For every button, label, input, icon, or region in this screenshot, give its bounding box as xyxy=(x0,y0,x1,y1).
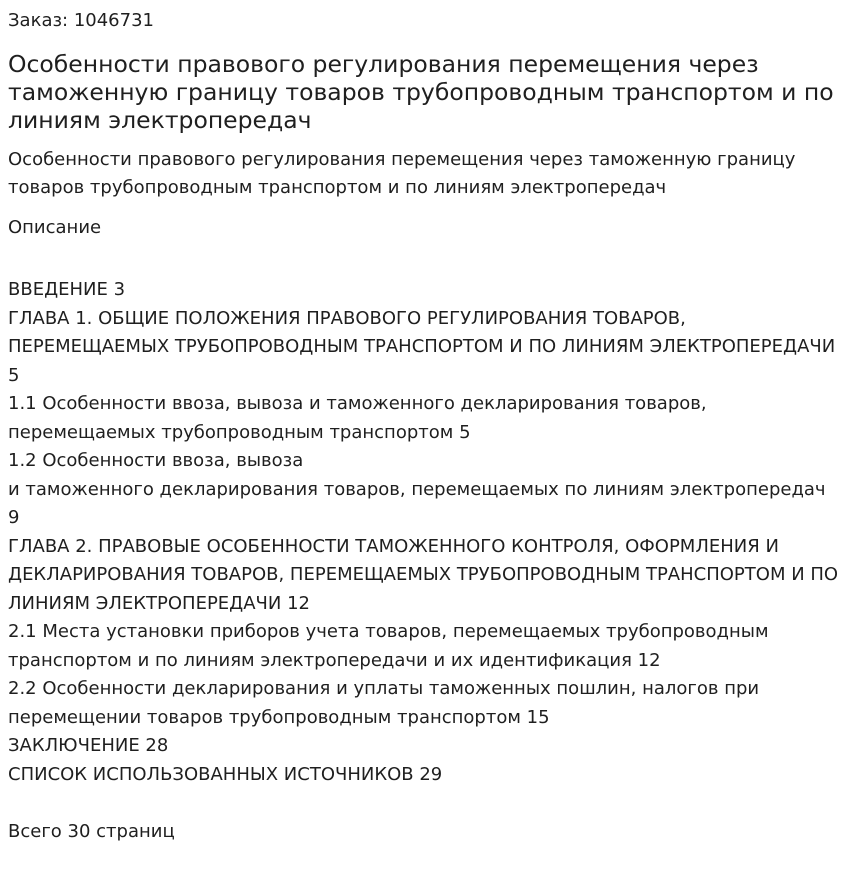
document-subtitle: Особенности правового регулирования перемещения через таможенную границу товаров трубопроводным транспортом и по линиям электропередач xyxy=(8,149,796,198)
total-pages: Всего 30 страниц xyxy=(8,821,175,842)
toc-item: ГЛАВА 1. ОБЩИЕ ПОЛОЖЕНИЯ ПРАВОВОГО РЕГУЛИРОВАНИЯ ТОВАРОВ, ПЕРЕМЕЩАЕМЫХ ТРУБОПРОВОДНЫМ ТРАНСПОРТОМ И ПО ЛИНИЯМ ЭЛЕКТРОПЕРЕДАЧИ 5 xyxy=(8,307,836,386)
toc-item: 1.1 Особенности ввоза, вывоза и таможенного декларирования товаров, перемещаемых трубопроводным транспортом 5 xyxy=(8,393,707,443)
document-title: Особенности правового регулирования перемещения через таможенную границу товаров трубопроводным транспортом и по линиям электропередач xyxy=(8,50,834,134)
toc-item: ЗАКЛЮЧЕНИЕ 28 xyxy=(8,735,169,756)
order-number: Заказ: 1046731 xyxy=(8,10,154,31)
toc-item: ВВЕДЕНИЕ 3 xyxy=(8,279,126,300)
toc-item: ГЛАВА 2. ПРАВОВЫЕ ОСОБЕННОСТИ ТАМОЖЕННОГО КОНТРОЛЯ, ОФОРМЛЕНИЯ И ДЕКЛАРИРОВАНИЯ ТОВАРОВ, ПЕРЕМЕЩАЕМЫХ ТРУБОПРОВОДНЫМ ТРАНСПОРТОМ И ПО ЛИНИЯМ ЭЛЕКТРОПЕРЕДАЧИ 12 xyxy=(8,535,839,614)
toc-item: СПИСОК ИСПОЛЬЗОВАННЫХ ИСТОЧНИКОВ 29 xyxy=(8,763,443,785)
table-of-contents xyxy=(8,276,839,789)
toc-item: 1.2 Особенности ввоза, вывоза xyxy=(8,450,304,471)
toc-item: 2.1 Места установки приборов учета товаров, перемещаемых трубопроводным транспортом и по линиям электропередачи и их идентификация 12 xyxy=(8,621,769,671)
description-label: Описание xyxy=(8,217,102,238)
toc-item: 2.2 Особенности декларирования и уплаты таможенных пошлин, налогов при перемещении товаров трубопроводным транспортом 15 xyxy=(8,678,760,728)
toc-item: и таможенного декларирования товаров, перемещаемых по линиям электропередач 9 xyxy=(8,478,826,528)
